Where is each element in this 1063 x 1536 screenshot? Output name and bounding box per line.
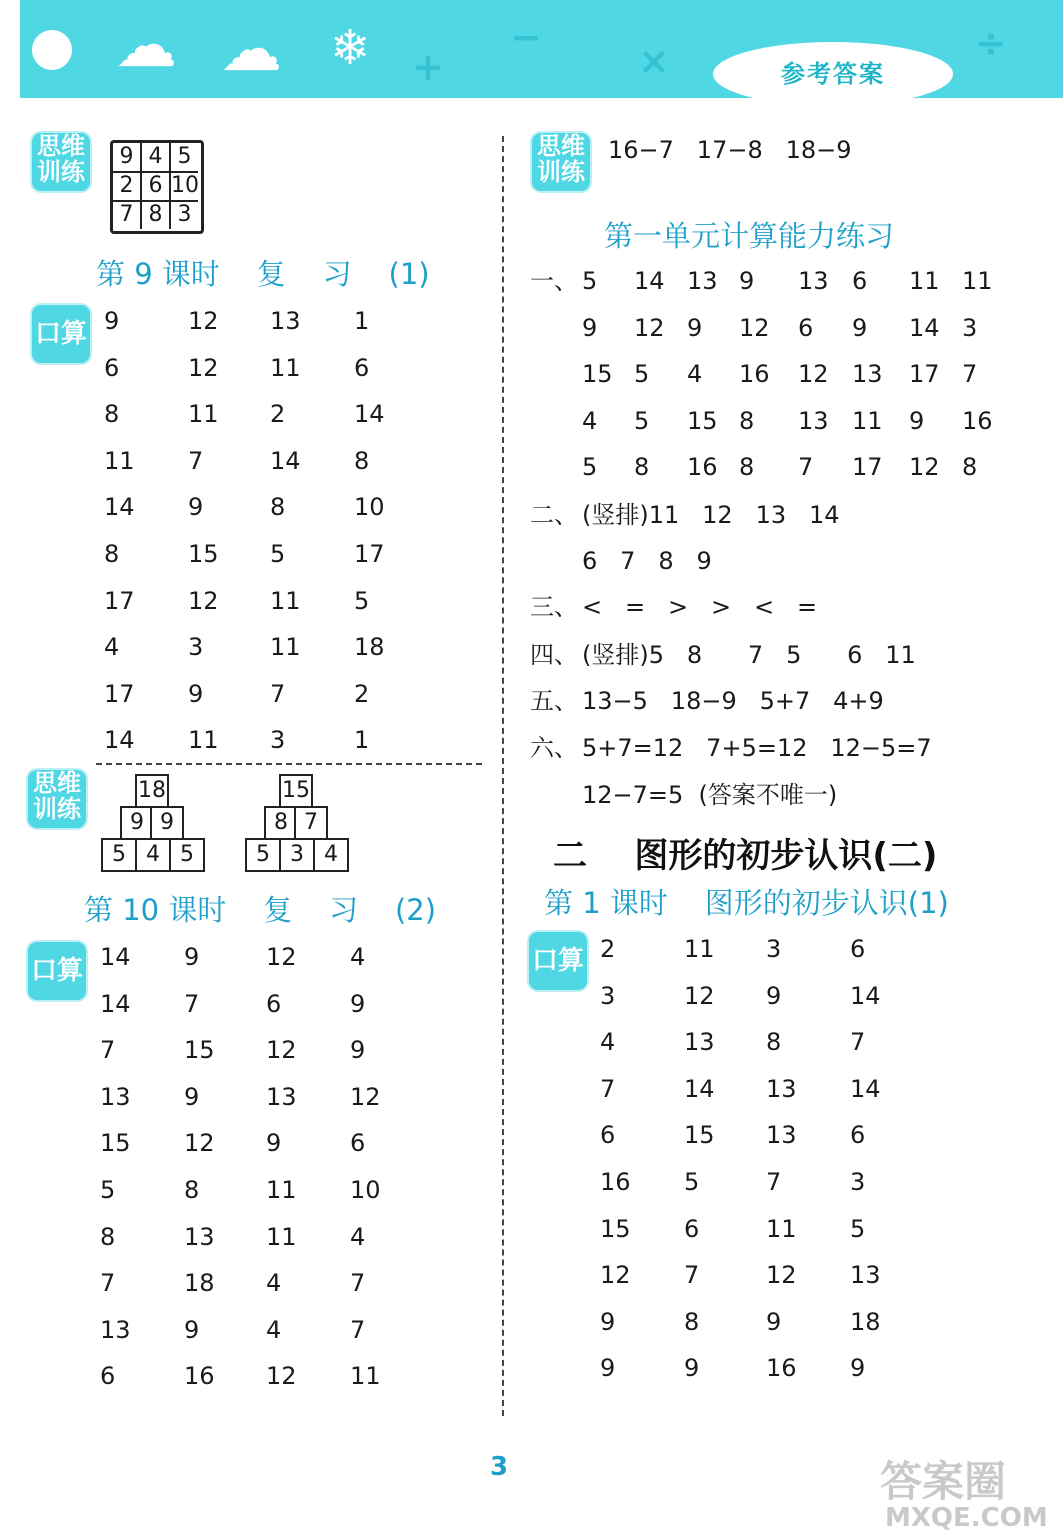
unit-2-lesson-1-title: 第 1 课时 图形的初步认识(1) xyxy=(544,886,949,920)
answer-row xyxy=(104,444,564,478)
answer-cell: 15 xyxy=(184,1036,215,1065)
answer-row xyxy=(600,1212,1060,1246)
answer-cell: 12 xyxy=(266,943,297,971)
answer-cell: 12 xyxy=(266,1362,297,1391)
answer-cell: 9 xyxy=(739,267,755,295)
q2-answer-line-2: 6 7 8 9 xyxy=(582,547,712,575)
watermark-url: MXQE.COM xyxy=(885,1503,1048,1533)
answer-row xyxy=(104,677,564,711)
answer-row xyxy=(600,1118,1060,1152)
answer-row xyxy=(104,723,564,757)
answer-cell: 12 xyxy=(184,1129,215,1158)
watermark-logo: 答案圈 xyxy=(880,1457,1007,1506)
answer-row xyxy=(582,450,1042,484)
answer-cell: 12 xyxy=(766,1261,797,1290)
answer-cell: 3 xyxy=(270,726,286,755)
answer-row xyxy=(582,311,1042,345)
answer-row xyxy=(104,584,564,618)
pyramid-cell: 3 xyxy=(279,838,315,872)
answer-cell: 9 xyxy=(184,1315,200,1344)
answer-key-title: 参考答案 xyxy=(713,42,953,106)
answer-cell: 6 xyxy=(852,267,868,295)
answer-cell: 2 xyxy=(270,400,286,429)
answer-row xyxy=(100,1173,560,1207)
answer-cell: 12 xyxy=(188,353,219,382)
answer-cell: 7 xyxy=(684,1261,700,1290)
answer-cell: 17 xyxy=(104,586,135,615)
answer-row xyxy=(100,1126,560,1160)
answer-cell: 10 xyxy=(350,1176,381,1204)
answer-cell: 8 xyxy=(270,493,286,522)
answer-cell: 16 xyxy=(687,453,718,482)
q2-answer-line-1: (竖排)11 12 13 14 xyxy=(582,501,840,529)
answer-cell: 11 xyxy=(350,1362,381,1391)
answer-cell: 2 xyxy=(600,935,616,963)
thinking-training-badge: 思维 训练 xyxy=(32,133,90,191)
q4-label: 四、 xyxy=(530,641,578,669)
answer-cell: 15 xyxy=(600,1214,631,1243)
answer-cell: 18 xyxy=(850,1307,881,1336)
grid-cell: 10 xyxy=(171,172,198,202)
unit-1-practice-title: 第一单元计算能力练习 xyxy=(604,219,895,253)
answer-cell: 4 xyxy=(687,360,703,389)
answer-cell: 9 xyxy=(600,1354,616,1383)
answer-cell: 9 xyxy=(687,313,703,342)
answer-cell: 5 xyxy=(582,267,598,295)
answer-row xyxy=(104,304,564,338)
answer-row xyxy=(600,1258,1060,1292)
mental-math-badge: 口算 xyxy=(28,942,86,1000)
answer-row xyxy=(104,397,564,431)
answer-cell: 7 xyxy=(184,989,200,1018)
answer-cell: 13 xyxy=(270,307,301,335)
answer-row xyxy=(100,1220,560,1254)
pyramid-cell: 15 xyxy=(279,774,313,808)
answer-cell: 7 xyxy=(850,1028,866,1057)
answer-cell: 13 xyxy=(850,1261,881,1290)
pyramid-cell: 5 xyxy=(245,838,281,872)
pyramid-cell: 9 xyxy=(150,806,184,840)
answer-row xyxy=(100,987,560,1021)
answer-row xyxy=(600,1305,1060,1339)
answer-cell: 9 xyxy=(104,307,120,335)
q6-answer-line-2: 12−7=5 (答案不唯一) xyxy=(582,781,838,809)
times-icon: × xyxy=(638,39,670,83)
answer-row xyxy=(100,1033,560,1067)
answer-cell: 5 xyxy=(634,360,650,389)
answer-row xyxy=(104,490,564,524)
answer-cell: 11 xyxy=(852,406,883,435)
answer-cell: 7 xyxy=(350,1315,366,1344)
answer-cell: 5 xyxy=(354,586,370,615)
answer-cell: 1 xyxy=(354,307,370,335)
answer-cell: 12 xyxy=(684,981,715,1010)
answer-cell: 9 xyxy=(684,1354,700,1383)
answer-cell: 15 xyxy=(188,540,219,568)
answer-cell: 10 xyxy=(354,493,385,522)
answer-cell: 13 xyxy=(184,1222,215,1251)
answer-cell: 6 xyxy=(600,1121,616,1150)
answer-cell: 17 xyxy=(909,360,940,389)
answer-row xyxy=(100,1359,560,1393)
answer-cell: 4 xyxy=(350,943,366,971)
answer-cell: 15 xyxy=(684,1121,715,1150)
answer-cell: 12 xyxy=(739,313,770,342)
grid-cell: 7 xyxy=(113,201,142,229)
pyramid-cell: 7 xyxy=(294,806,328,840)
answer-cell: 17 xyxy=(852,453,883,482)
answer-cell: 14 xyxy=(684,1074,715,1103)
answer-cell: 14 xyxy=(634,267,665,295)
answer-cell: 9 xyxy=(909,406,925,435)
answer-cell: 14 xyxy=(850,981,881,1010)
answer-cell: 6 xyxy=(684,1214,700,1243)
answer-cell: 14 xyxy=(100,943,131,971)
answer-cell: 15 xyxy=(687,406,718,435)
answer-cell: 5 xyxy=(634,406,650,435)
answer-cell: 9 xyxy=(582,313,598,342)
answer-cell: 4 xyxy=(266,1315,282,1344)
rain-cloud-icon: ☁ xyxy=(220,12,282,85)
answer-cell: 8 xyxy=(100,1222,116,1251)
page-number: 3 xyxy=(490,1452,509,1482)
answer-cell: 6 xyxy=(850,935,866,963)
answer-cell: 11 xyxy=(188,726,219,755)
answer-cell: 5 xyxy=(850,1214,866,1243)
grid-cell: 4 xyxy=(142,143,171,173)
answer-cell: 4 xyxy=(104,633,120,662)
answer-cell: 13 xyxy=(798,406,829,435)
answer-cell: 5 xyxy=(100,1176,116,1204)
answer-cell: 7 xyxy=(100,1269,116,1298)
snowflake-icon: ❄ xyxy=(330,20,371,76)
answer-cell: 11 xyxy=(270,586,301,615)
answer-cell: 14 xyxy=(104,493,135,522)
answer-row xyxy=(104,630,564,664)
answer-cell: 12 xyxy=(600,1261,631,1290)
answer-cell: 13 xyxy=(766,1121,797,1150)
answer-cell: 9 xyxy=(350,1036,366,1065)
q1-label: 一、 xyxy=(530,267,578,295)
answer-cell: 6 xyxy=(100,1362,116,1391)
answer-cell: 9 xyxy=(766,1307,782,1336)
answer-cell: 14 xyxy=(909,313,940,342)
answer-cell: 17 xyxy=(354,540,385,568)
answer-row xyxy=(100,1313,560,1347)
answer-row xyxy=(104,537,564,571)
answer-row xyxy=(100,1266,560,1300)
answer-cell: 14 xyxy=(850,1074,881,1103)
answer-cell: 6 xyxy=(798,313,814,342)
lesson-10-title: 第 10 课时 复 习 (2) xyxy=(84,893,437,927)
grid-cell: 2 xyxy=(113,172,142,202)
grid-cell: 3 xyxy=(177,202,192,227)
answer-cell: 9 xyxy=(850,1354,866,1383)
answer-cell: 4 xyxy=(582,406,598,435)
answer-cell: 7 xyxy=(350,1269,366,1298)
answer-cell: 1 xyxy=(354,726,370,755)
answer-cell: 15 xyxy=(582,360,613,389)
answer-cell: 9 xyxy=(600,1307,616,1336)
answer-row xyxy=(582,264,1042,298)
answer-row xyxy=(582,404,1042,438)
answer-cell: 6 xyxy=(850,1121,866,1150)
answer-cell: 2 xyxy=(354,679,370,708)
answer-cell: 8 xyxy=(739,453,755,482)
q6-answer-line-1: 5+7=12 7+5=12 12−5=7 xyxy=(582,734,932,762)
answer-cell: 5 xyxy=(684,1168,700,1196)
answer-cell: 8 xyxy=(354,446,370,475)
answer-cell: 12 xyxy=(909,453,940,482)
pyramid-cell: 18 xyxy=(135,774,169,808)
grid-cell: 8 xyxy=(142,201,171,229)
pyramid-cell: 8 xyxy=(264,806,298,840)
answer-row xyxy=(600,1072,1060,1106)
answer-cell: 7 xyxy=(600,1074,616,1103)
answer-cell: 5 xyxy=(270,540,286,568)
answer-cell: 11 xyxy=(684,935,715,963)
answer-cell: 3 xyxy=(766,935,782,963)
mental-math-badge: 口算 xyxy=(32,305,90,363)
q2-label: 二、 xyxy=(530,501,578,529)
answer-cell: 8 xyxy=(739,406,755,435)
plus-icon: + xyxy=(412,45,444,89)
answer-row xyxy=(104,351,564,385)
answer-cell: 12 xyxy=(266,1036,297,1065)
answer-cell: 9 xyxy=(766,981,782,1010)
mental-math-badge: 口算 xyxy=(529,932,587,990)
answer-cell: 11 xyxy=(104,446,135,475)
sun-icon xyxy=(32,30,72,70)
answer-cell: 16 xyxy=(962,406,993,435)
pyramid-cell: 4 xyxy=(135,838,171,872)
thinking-training-badge: 思维 训练 xyxy=(28,770,86,828)
pyramid-cell: 5 xyxy=(169,838,205,872)
answer-cell: 7 xyxy=(766,1168,782,1196)
q6-label: 六、 xyxy=(530,734,578,762)
answer-cell: 8 xyxy=(634,453,650,482)
answer-cell: 3 xyxy=(962,313,978,342)
divide-icon: ÷ xyxy=(975,21,1007,65)
grid-cell: 6 xyxy=(142,172,171,202)
answer-cell: 14 xyxy=(270,446,301,475)
answer-cell: 12 xyxy=(798,360,829,389)
thinking-training-badge: 思维 训练 xyxy=(532,133,590,191)
answer-cell: 9 xyxy=(350,989,366,1018)
answer-cell: 12 xyxy=(634,313,665,342)
answer-cell: 6 xyxy=(354,353,370,382)
answer-cell: 8 xyxy=(766,1028,782,1057)
answer-cell: 4 xyxy=(350,1222,366,1251)
thinking-answer: 16−7 17−8 18−9 xyxy=(608,136,852,164)
answer-cell: 12 xyxy=(188,307,219,335)
answer-cell: 13 xyxy=(266,1082,297,1111)
answer-cell: 11 xyxy=(766,1214,797,1243)
answer-cell: 8 xyxy=(104,400,120,429)
answer-cell: 3 xyxy=(188,633,204,662)
answer-cell: 11 xyxy=(962,267,993,295)
section-divider xyxy=(96,763,482,765)
q5-label: 五、 xyxy=(530,687,578,715)
answer-cell: 7 xyxy=(798,453,814,482)
q5-answer: 13−5 18−9 5+7 4+9 xyxy=(582,687,884,715)
answer-cell: 11 xyxy=(266,1176,297,1204)
answer-cell: 13 xyxy=(100,1315,131,1344)
minus-icon: − xyxy=(510,15,542,59)
unit-2-title: 二 图形的初步认识(二) xyxy=(553,836,938,876)
cloud-icon: ☁ xyxy=(115,8,177,81)
answer-cell: 13 xyxy=(100,1082,131,1111)
answer-cell: 9 xyxy=(184,943,200,971)
answer-cell: 12 xyxy=(350,1082,381,1111)
answer-cell: 13 xyxy=(798,267,829,295)
answer-cell: 3 xyxy=(600,981,616,1010)
answer-cell: 6 xyxy=(350,1129,366,1158)
answer-cell: 4 xyxy=(600,1028,616,1057)
answer-cell: 6 xyxy=(104,353,120,382)
answer-cell: 11 xyxy=(266,1222,297,1251)
answer-cell: 3 xyxy=(850,1168,866,1196)
magic-square-grid xyxy=(110,140,204,234)
q4-answer: (竖排)5 8 7 5 6 11 xyxy=(582,641,916,669)
answer-cell: 13 xyxy=(852,360,883,389)
answer-cell: 16 xyxy=(600,1168,631,1196)
answer-row xyxy=(582,357,1042,391)
answer-cell: 12 xyxy=(188,586,219,615)
answer-cell: 15 xyxy=(100,1129,131,1158)
answer-cell: 11 xyxy=(270,633,301,662)
answer-cell: 9 xyxy=(188,679,204,708)
answer-cell: 7 xyxy=(100,1036,116,1065)
answer-cell: 11 xyxy=(188,400,219,429)
answer-cell: 16 xyxy=(739,360,770,389)
answer-cell: 16 xyxy=(184,1362,215,1391)
answer-cell: 13 xyxy=(687,267,718,295)
answer-cell: 14 xyxy=(100,989,131,1018)
answer-cell: 5 xyxy=(582,453,598,482)
answer-cell: 14 xyxy=(354,400,385,429)
answer-row xyxy=(100,940,560,974)
answer-row xyxy=(600,932,1060,966)
answer-row xyxy=(600,1165,1060,1199)
answer-cell: 13 xyxy=(684,1028,715,1057)
answer-cell: 18 xyxy=(354,633,385,662)
answer-cell: 9 xyxy=(852,313,868,342)
grid-cell: 9 xyxy=(113,143,142,173)
answer-cell: 18 xyxy=(184,1269,215,1298)
answer-cell: 8 xyxy=(684,1307,700,1336)
answer-cell: 8 xyxy=(184,1176,200,1204)
answer-cell: 7 xyxy=(188,446,204,475)
pyramid-cell: 5 xyxy=(101,838,137,872)
answer-cell: 4 xyxy=(266,1269,282,1298)
pyramid-cell: 9 xyxy=(120,806,154,840)
pyramid-cell: 4 xyxy=(313,838,349,872)
answer-row xyxy=(600,1351,1060,1385)
answer-cell: 9 xyxy=(266,1129,282,1158)
q3-label: 三、 xyxy=(530,593,578,621)
answer-cell: 6 xyxy=(266,989,282,1018)
q3-answer: < = > > < = xyxy=(582,593,818,621)
answer-cell: 8 xyxy=(104,540,120,568)
answer-cell: 9 xyxy=(184,1082,200,1111)
answer-row xyxy=(600,979,1060,1013)
answer-cell: 17 xyxy=(104,679,135,708)
answer-cell: 11 xyxy=(909,267,940,295)
answer-cell: 11 xyxy=(270,353,301,382)
answer-cell: 16 xyxy=(766,1354,797,1383)
answer-cell: 13 xyxy=(766,1074,797,1103)
answer-cell: 8 xyxy=(962,453,978,482)
answer-cell: 9 xyxy=(188,493,204,522)
lesson-9-title: 第 9 课时 复 习 (1) xyxy=(96,257,430,291)
answer-cell: 14 xyxy=(104,726,135,755)
answer-row xyxy=(600,1025,1060,1059)
grid-cell: 5 xyxy=(171,143,198,173)
answer-cell: 7 xyxy=(270,679,286,708)
answer-cell: 7 xyxy=(962,360,978,389)
answer-row xyxy=(100,1080,560,1114)
